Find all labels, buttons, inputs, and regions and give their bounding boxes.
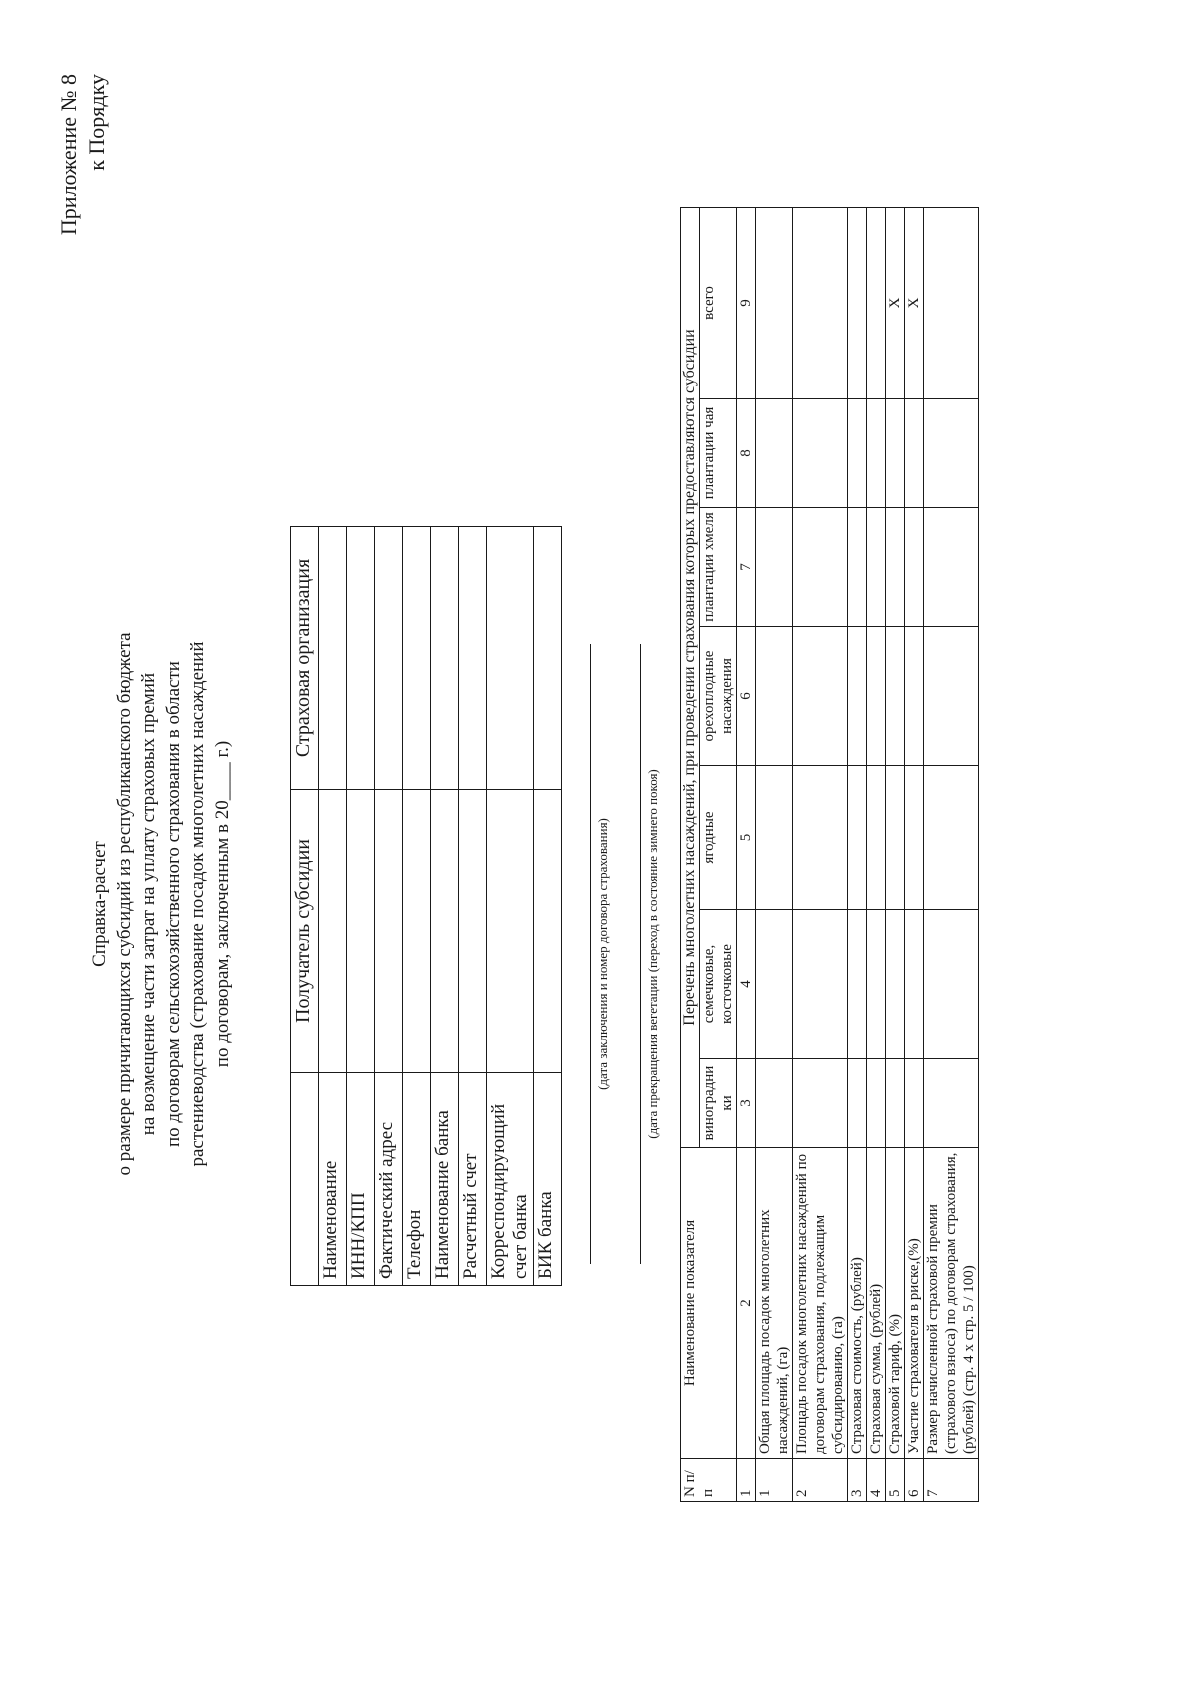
recipient-value — [375, 790, 403, 1073]
parties-row — [403, 527, 431, 1286]
row-indicator: Площадь посадок многолетних насаждений по договорам страхования, подлежащим субсидированию, (га) — [793, 1148, 848, 1459]
parties-row — [487, 527, 534, 1286]
row-total: X — [905, 208, 924, 399]
row-indicator: Страховой тариф, (%) — [886, 1148, 905, 1459]
parties-row — [347, 527, 375, 1286]
table-row — [867, 208, 886, 1502]
parties-row-label: Наименование банка — [431, 1073, 459, 1286]
title-line-6: по договорам, заключенным в 20____ г.) — [211, 740, 233, 1068]
row-number: 1 — [756, 1459, 793, 1502]
table-row — [793, 208, 848, 1502]
parties-header-recipient: Получатель субсидии — [291, 790, 319, 1073]
parties-table — [290, 526, 562, 1286]
appendix-header — [55, 74, 111, 394]
insurer-value — [375, 527, 403, 790]
header-indicator-name: Наименование показателя — [681, 1148, 737, 1459]
table-row — [886, 208, 905, 1502]
insurer-value — [403, 527, 431, 790]
recipient-value — [319, 790, 347, 1073]
col-num: 9 — [737, 208, 756, 399]
row-indicator: Размер начисленной страховой премии (страхового взноса) по договорам страхования, (рублей) (стр. 4 x стр. 5 / 100) — [924, 1148, 979, 1459]
recipient-value — [431, 790, 459, 1073]
recipient-value — [403, 790, 431, 1073]
parties-row — [319, 527, 347, 1286]
header-berries: ягодные — [700, 766, 737, 910]
parties-header-insurer: Страховая организация — [291, 527, 319, 790]
title-line-3: на возмещение части затрат на уплату страховых премий — [138, 672, 159, 1136]
parties-row-label: Наименование — [319, 1073, 347, 1286]
parties-row — [375, 527, 403, 1286]
recipient-value — [487, 790, 534, 1073]
col-num: 3 — [737, 1059, 756, 1148]
document-title — [88, 594, 235, 1214]
parties-row-label: Корреспондирующий счет банка — [487, 1073, 534, 1286]
recipient-value — [534, 790, 562, 1073]
header-total: всего — [700, 208, 737, 399]
table-row — [848, 208, 867, 1502]
row-total — [848, 208, 867, 399]
row-indicator: Страховая сумма, (рублей) — [867, 1148, 886, 1459]
contract-caption: (дата заключения и номер договора страхования) — [590, 644, 611, 1264]
parties-row — [534, 527, 562, 1286]
table-row — [756, 208, 793, 1502]
header-plantings-group: Перечень многолетних насаждений, при проведении страхования которых предоставляются субсидии — [681, 208, 700, 1148]
row-total — [756, 208, 793, 399]
row-number: 3 — [848, 1459, 867, 1502]
parties-row — [459, 527, 487, 1286]
recipient-value — [347, 790, 375, 1073]
row-indicator: Общая площадь посадок многолетних насаждений, (га) — [756, 1148, 793, 1459]
row-total — [867, 208, 886, 399]
row-total: X — [886, 208, 905, 399]
insurer-value — [534, 527, 562, 790]
row-number: 2 — [793, 1459, 848, 1502]
recipient-value — [459, 790, 487, 1073]
parties-row-label: Фактический адрес — [375, 1073, 403, 1286]
title-line-2: о размере причитающихся субсидий из республиканского бюджета — [113, 632, 135, 1176]
col-num: 7 — [737, 508, 756, 627]
insurer-value — [487, 527, 534, 790]
row-total — [924, 208, 979, 399]
table-row — [924, 208, 979, 1502]
header-tea-plantations: плантации чая — [700, 399, 737, 508]
appendix-number: Приложение № 8 — [56, 74, 81, 236]
header-pome-stone: семечковые, косточковые — [700, 910, 737, 1059]
row-number: 5 — [886, 1459, 905, 1502]
insurer-value — [319, 527, 347, 790]
row-number: 7 — [924, 1459, 979, 1502]
title-line-1: Справка-расчет — [89, 841, 110, 967]
header-number: N п/п — [681, 1459, 737, 1502]
row-total — [793, 208, 848, 399]
period-caption: (дата прекращения вегетации (переход в состояние зимнего покоя) — [640, 644, 661, 1264]
column-number-row — [737, 208, 756, 1502]
row-number: 4 — [867, 1459, 886, 1502]
header-nut-plantings: орехоплодные насаждения — [700, 627, 737, 766]
title-line-4: по договорам сельскохозяйственного страхования в области — [162, 661, 184, 1147]
col-num: 2 — [737, 1148, 756, 1459]
col-num: 1 — [737, 1459, 756, 1502]
table-row — [905, 208, 924, 1502]
insurer-value — [459, 527, 487, 790]
header-vineyards: виноградни ки — [700, 1059, 737, 1148]
parties-row-label: БИК банка — [534, 1073, 562, 1286]
title-line-5: растениеводства (страхование посадок многолетних насаждений — [187, 641, 208, 1167]
appendix-reference: к Порядку — [84, 74, 109, 171]
parties-row-label: Телефон — [403, 1073, 431, 1286]
col-num: 5 — [737, 766, 756, 910]
row-number: 6 — [905, 1459, 924, 1502]
parties-row-label: Расчетный счет — [459, 1073, 487, 1286]
col-num: 8 — [737, 399, 756, 508]
row-indicator: Страховая стоимость, (рублей) — [848, 1148, 867, 1459]
calc-table — [680, 207, 979, 1502]
parties-row — [431, 527, 459, 1286]
row-indicator: Участие страхователя в риске,(%) — [905, 1148, 924, 1459]
parties-row-label: ИНН/КПП — [347, 1073, 375, 1286]
col-num: 6 — [737, 627, 756, 766]
insurer-value — [431, 527, 459, 790]
header-hop-plantations: плантации хмеля — [700, 508, 737, 627]
insurer-value — [347, 527, 375, 790]
parties-header-empty — [291, 1073, 319, 1286]
col-num: 4 — [737, 910, 756, 1059]
